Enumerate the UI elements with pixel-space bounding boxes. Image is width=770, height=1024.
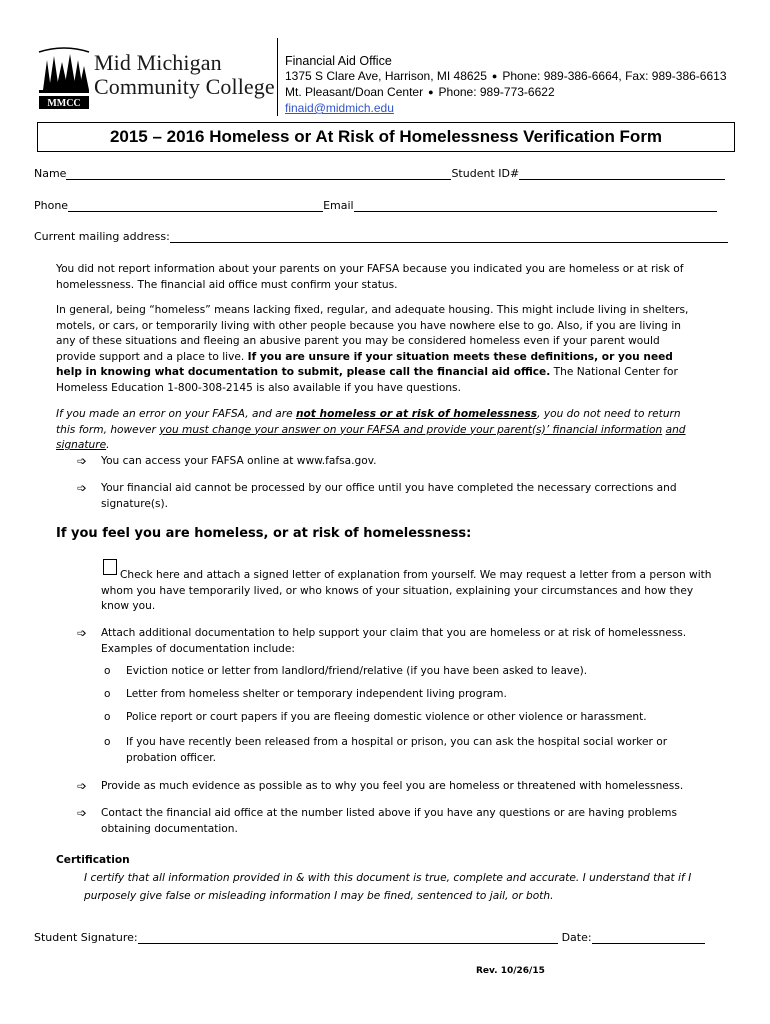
example-text: Police report or court papers if you are fleeing domestic violence or other violence or harassment. [126,711,647,723]
header-divider [277,38,278,116]
arrow-bullet-icon: ➩ [77,806,88,820]
arrow-bullet-icon: ➩ [77,779,88,793]
definition-text: In general, being “homeless” means lacking fixed, regular, and adequate housing. This might include living in shelters, motels, or cars, or temporarily living with other people because you have nowhere else to go. Also, if you are living in any of these situations and fleeing an abusive parent you may be considered homeless even if your parent would provide support and a place to live. [56,304,689,363]
circle-bullet-icon: o [104,736,111,748]
logo-badge-text: MMCC [47,98,81,109]
certification-line2: purposely give false or misleading information I may be fined, sentenced to jail, or both. [84,889,554,902]
bullet-line: obtaining documentation. [101,822,238,835]
arrow-bullet-icon: ➩ [77,454,88,468]
certification-line1: I certify that all information provided in & with this document is true, complete and accurate. I understand that if I [84,872,692,884]
name-row [34,167,725,180]
certification-heading: Certification [56,854,130,866]
phone-label: Phone [34,199,69,212]
example-text: Eviction notice or letter from landlord/friend/relative (if you have been asked to leave). [126,665,588,677]
circle-bullet-icon: o [104,665,111,677]
office-address: 1375 S Clare Ave, Harrison, MI 48625 [285,69,487,83]
bullet-text: You can access your FAFSA online at www.fafsa.gov. [101,455,377,467]
center-line [285,85,727,101]
office-title: Financial Aid Office [285,54,392,68]
mmcc-logo [37,46,275,110]
arrow-bullet-icon: ➩ [77,626,88,640]
date-label: Date: [561,931,592,944]
bullet-line: signature(s). [101,497,169,510]
error-text-c: , you do not need to return this form, however [56,408,681,436]
bullet-line: Attach additional documentation to help support your claim that you are homeless or at risk of homelessness. [101,627,687,639]
address-row [34,230,728,243]
form-title-box [37,122,735,152]
college-name [94,51,275,99]
letter-checkbox[interactable] [103,559,117,575]
name-field[interactable] [66,168,451,180]
intro-text-2 [56,303,696,396]
change-answer-text: you must change your answer on your FAFSA and provide your parent(s)’ financial information [159,423,663,436]
intro-paragraph-2 [56,303,696,396]
example-text: Letter from homeless shelter or temporary independent living program. [126,688,507,700]
bullet-line: Contact the financial aid office at the number listed above if you have any questions or are having problems [101,807,677,819]
bullet-line: Examples of documentation include: [101,642,295,655]
certification-statement [84,871,724,904]
circle-bullet-icon: o [104,711,111,723]
intro-paragraph-3 [56,407,696,454]
revision-label: Rev. 10/26/15 [476,966,545,976]
form-title: 2015 – 2016 Homeless or At Risk of Homelessness Verification Form [109,127,663,146]
email-field[interactable] [354,200,717,212]
example-line: probation officer. [126,751,217,764]
address-field[interactable] [170,231,728,243]
signature-label: Student Signature: [34,931,138,944]
bullet-text [101,626,686,657]
signature-row [34,931,705,944]
student-id-field[interactable] [519,168,725,180]
bullet-dot-icon: ● [428,87,434,97]
name-label: Name [34,167,67,180]
pine-trees-icon [37,46,91,110]
college-name-line1: Mid Michigan [94,50,222,75]
phone-field[interactable] [68,200,323,212]
intro-paragraph-1 [56,262,696,293]
office-email-link[interactable]: finaid@midmich.edu [285,101,394,115]
bullet-text [101,481,677,512]
unsure-notice: If you are unsure if your situation meets these definitions, or you need help in knowing what documentation to submit, please call the financial aid office. [56,350,673,378]
bullet-dot-icon: ● [491,71,498,81]
center-name: Mt. Pleasant/Doan Center [285,85,424,99]
bullet-text: Provide as much evidence as possible as to why you feel you are homeless or threatened with homelessness. [101,780,684,792]
signature-field[interactable] [138,932,558,944]
signature-text: and signature [56,423,686,451]
circle-bullet-icon: o [104,688,111,700]
office-phone: Phone: 989-386-6664, Fax: 989-386-6613 [502,69,727,83]
not-homeless-text: not homeless or at risk of homelessness [295,408,538,420]
student-id-label: Student ID# [451,167,520,180]
homeless-subheading: If you feel you are homeless, or at risk of homelessness: [56,526,472,541]
office-address-line [285,69,727,85]
checkbox-text-line2: whom you have temporarily lived, or who knows of your situation, explaining your circumstances and how they [101,584,694,597]
intro-text-1: You did not report information about your parents on your FAFSA because you indicated you are homeless or at risk of homelessness. The financial aid office must confirm your status. [56,263,684,291]
college-name-line2: Community College [94,74,275,99]
center-phone: Phone: 989-773-6622 [438,85,555,99]
nche-text: The National Center for Homeless Education 1-800-308-2145 is also available if you have questions. [56,366,678,394]
bullet-text [101,806,677,837]
example-line: If you have recently been released from a hospital or prison, you can ask the hospital social worker or [126,736,668,748]
office-info [285,54,727,116]
arrow-bullet-icon: ➩ [77,481,88,495]
email-label: Email [323,199,354,212]
phone-row [34,199,717,212]
checkbox-text-line1: Check here and attach a signed letter of explanation from yourself. We may request a letter from a person with [120,569,712,581]
checkbox-text-line3: know you. [101,600,156,612]
error-text-a: If you made an error on your FAFSA, and are [56,408,296,420]
address-label: Current mailing address: [34,230,170,243]
intro-text-3 [56,407,696,454]
bullet-line: Your financial aid cannot be processed by our office until you have completed the necessary corrections and [101,482,677,494]
date-field[interactable] [592,932,705,944]
example-text [126,735,667,766]
error-text-g: . [106,439,110,451]
